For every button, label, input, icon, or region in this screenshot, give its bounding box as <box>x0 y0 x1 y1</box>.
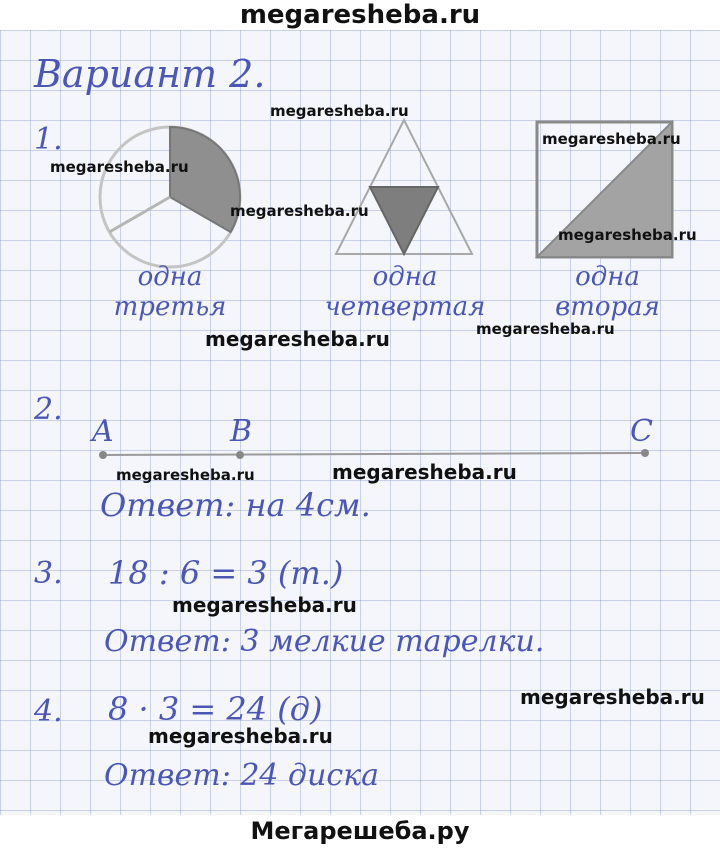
task3-expression: 18 : 6 = 3 (т.) <box>108 554 344 592</box>
caption-circle-bottom: третья <box>113 292 227 322</box>
site-header: megaresheba.ru <box>0 0 720 30</box>
task4-answer: Ответ: 24 диска <box>104 758 379 793</box>
watermark: megaresheba.ru <box>520 685 705 709</box>
point-c-label: C <box>630 414 653 449</box>
circle-one-third-figure <box>95 122 245 272</box>
caption-circle-top: одна <box>137 262 203 292</box>
watermark: megaresheba.ru <box>332 460 517 484</box>
triangle-one-fourth-figure <box>332 118 477 258</box>
caption-triangle-top: одна <box>372 262 438 292</box>
site-footer: Мегарешеба.ру <box>0 815 720 848</box>
watermark: megaresheba.ru <box>230 202 369 220</box>
watermark: megaresheba.ru <box>172 593 357 617</box>
task1-number: 1. <box>34 122 63 157</box>
caption-triangle-bottom: четвертая <box>324 292 486 322</box>
caption-square <box>535 262 680 322</box>
watermark: megaresheba.ru <box>542 130 681 148</box>
watermark: megaresheba.ru <box>116 466 255 484</box>
notebook-page <box>0 30 720 815</box>
task4-number: 4. <box>34 694 63 729</box>
watermark: megaresheba.ru <box>476 320 615 338</box>
point-b-label: B <box>230 414 253 449</box>
task3-answer: Ответ: 3 мелкие тарелки. <box>104 624 545 659</box>
watermark: megaresheba.ru <box>270 102 409 120</box>
caption-triangle <box>320 262 490 322</box>
task2-number: 2. <box>34 392 63 427</box>
task3-number: 3. <box>34 556 63 591</box>
caption-square-top: одна <box>575 262 640 292</box>
watermark: megaresheba.ru <box>558 226 697 244</box>
point-a-label: A <box>92 414 114 449</box>
caption-circle <box>95 262 245 322</box>
variant-title: Вариант 2. <box>34 52 266 96</box>
task4-expression: 8 · 3 = 24 (д) <box>108 690 323 728</box>
watermark: megaresheba.ru <box>50 158 189 176</box>
task2-answer: Ответ: на 4см. <box>100 486 371 524</box>
watermark: megaresheba.ru <box>148 724 333 748</box>
watermark: megaresheba.ru <box>205 327 390 351</box>
caption-square-bottom: вторая <box>555 292 660 322</box>
